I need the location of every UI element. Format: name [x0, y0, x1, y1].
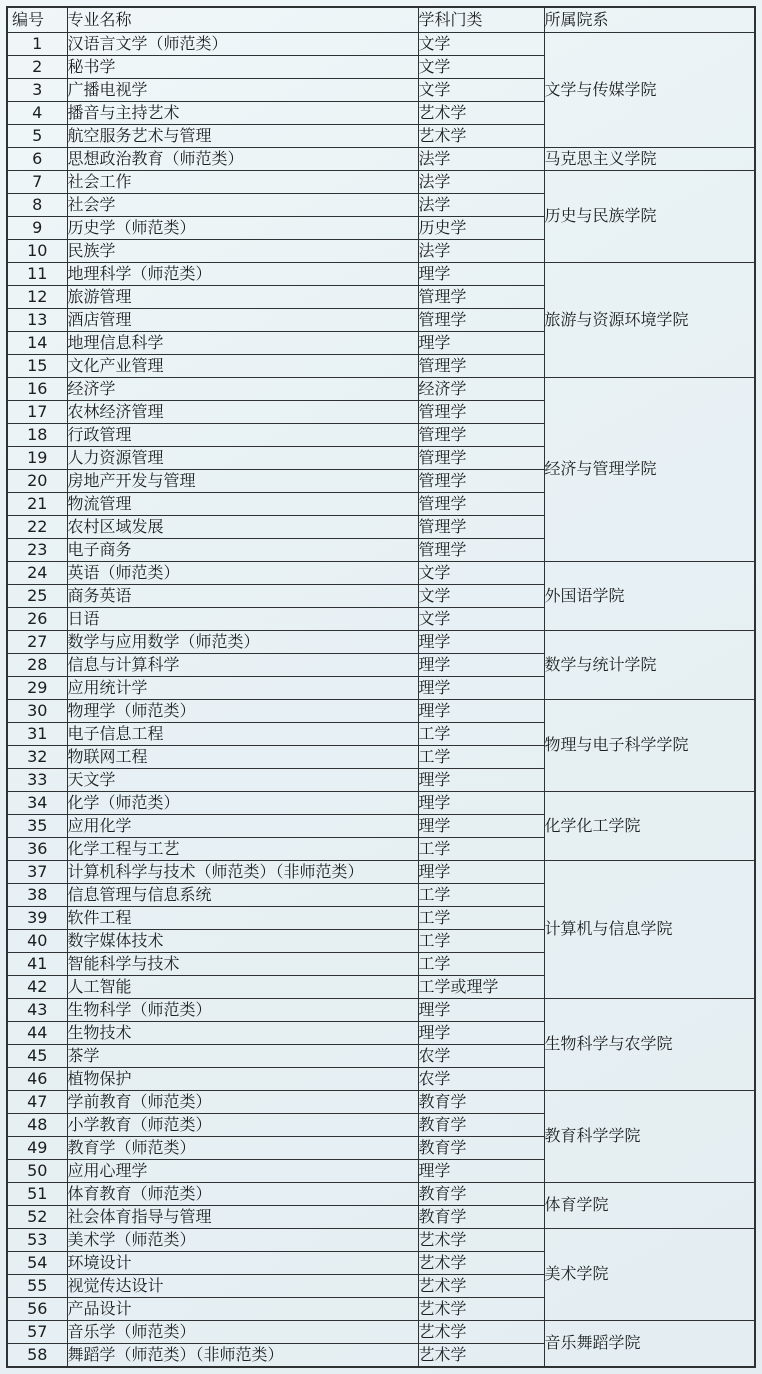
discipline-cell: 管理学 [418, 492, 544, 515]
discipline-cell: 理学 [418, 262, 544, 285]
major-name-cell: 秘书学 [67, 55, 418, 78]
col-header-discipline: 学科门类 [418, 7, 544, 32]
discipline-cell: 工学或理学 [418, 975, 544, 998]
discipline-cell: 艺术学 [418, 1320, 544, 1343]
row-number-cell: 16 [7, 377, 67, 400]
row-number-cell: 23 [7, 538, 67, 561]
row-number-cell: 13 [7, 308, 67, 331]
discipline-cell: 理学 [418, 1159, 544, 1182]
major-name-cell: 英语（师范类） [67, 561, 418, 584]
college-cell: 生物科学与农学院 [544, 998, 755, 1090]
row-number-cell: 48 [7, 1113, 67, 1136]
row-number-cell: 24 [7, 561, 67, 584]
row-number-cell: 54 [7, 1251, 67, 1274]
row-number-cell: 55 [7, 1274, 67, 1297]
major-name-cell: 化学工程与工艺 [67, 837, 418, 860]
table-row [7, 32, 755, 55]
discipline-cell: 理学 [418, 630, 544, 653]
discipline-cell: 理学 [418, 331, 544, 354]
discipline-cell: 经济学 [418, 377, 544, 400]
discipline-cell: 艺术学 [418, 1297, 544, 1320]
major-name-cell: 房地产开发与管理 [67, 469, 418, 492]
discipline-cell: 农学 [418, 1067, 544, 1090]
major-name-cell: 生物科学（师范类） [67, 998, 418, 1021]
majors-table-body [7, 32, 755, 1367]
discipline-cell: 法学 [418, 239, 544, 262]
row-number-cell: 53 [7, 1228, 67, 1251]
college-cell: 美术学院 [544, 1228, 755, 1320]
major-name-cell: 应用统计学 [67, 676, 418, 699]
discipline-cell: 理学 [418, 791, 544, 814]
college-cell: 外国语学院 [544, 561, 755, 630]
row-number-cell: 45 [7, 1044, 67, 1067]
row-number-cell: 5 [7, 124, 67, 147]
major-name-cell: 植物保护 [67, 1067, 418, 1090]
majors-table [6, 6, 756, 1368]
major-name-cell: 酒店管理 [67, 308, 418, 331]
major-name-cell: 地理信息科学 [67, 331, 418, 354]
major-name-cell: 社会体育指导与管理 [67, 1205, 418, 1228]
row-number-cell: 41 [7, 952, 67, 975]
table-row [7, 561, 755, 584]
table-row [7, 170, 755, 193]
row-number-cell: 15 [7, 354, 67, 377]
discipline-cell: 理学 [418, 1021, 544, 1044]
major-name-cell: 文化产业管理 [67, 354, 418, 377]
discipline-cell: 文学 [418, 607, 544, 630]
major-name-cell: 人工智能 [67, 975, 418, 998]
major-name-cell: 信息管理与信息系统 [67, 883, 418, 906]
table-row [7, 262, 755, 285]
college-cell: 物理与电子科学学院 [544, 699, 755, 791]
major-name-cell: 生物技术 [67, 1021, 418, 1044]
discipline-cell: 理学 [418, 676, 544, 699]
row-number-cell: 11 [7, 262, 67, 285]
major-name-cell: 美术学（师范类） [67, 1228, 418, 1251]
row-number-cell: 26 [7, 607, 67, 630]
college-cell: 音乐舞蹈学院 [544, 1320, 755, 1367]
major-name-cell: 音乐学（师范类） [67, 1320, 418, 1343]
major-name-cell: 天文学 [67, 768, 418, 791]
discipline-cell: 管理学 [418, 285, 544, 308]
row-number-cell: 18 [7, 423, 67, 446]
discipline-cell: 文学 [418, 55, 544, 78]
row-number-cell: 57 [7, 1320, 67, 1343]
discipline-cell: 艺术学 [418, 1274, 544, 1297]
row-number-cell: 31 [7, 722, 67, 745]
discipline-cell: 教育学 [418, 1205, 544, 1228]
row-number-cell: 56 [7, 1297, 67, 1320]
col-header-major-name: 专业名称 [67, 7, 418, 32]
discipline-cell: 农学 [418, 1044, 544, 1067]
discipline-cell: 文学 [418, 561, 544, 584]
table-row [7, 699, 755, 722]
row-number-cell: 28 [7, 653, 67, 676]
discipline-cell: 法学 [418, 193, 544, 216]
major-name-cell: 数字媒体技术 [67, 929, 418, 952]
discipline-cell: 教育学 [418, 1090, 544, 1113]
major-name-cell: 农村区域发展 [67, 515, 418, 538]
table-row [7, 1228, 755, 1251]
row-number-cell: 21 [7, 492, 67, 515]
header-row [7, 7, 755, 32]
major-name-cell: 日语 [67, 607, 418, 630]
table-row [7, 1182, 755, 1205]
discipline-cell: 艺术学 [418, 1251, 544, 1274]
row-number-cell: 22 [7, 515, 67, 538]
college-cell: 体育学院 [544, 1182, 755, 1228]
major-name-cell: 农林经济管理 [67, 400, 418, 423]
row-number-cell: 39 [7, 906, 67, 929]
major-name-cell: 软件工程 [67, 906, 418, 929]
row-number-cell: 19 [7, 446, 67, 469]
discipline-cell: 管理学 [418, 423, 544, 446]
row-number-cell: 2 [7, 55, 67, 78]
major-name-cell: 环境设计 [67, 1251, 418, 1274]
col-header-number: 编号 [7, 7, 67, 32]
row-number-cell: 7 [7, 170, 67, 193]
row-number-cell: 58 [7, 1343, 67, 1367]
major-name-cell: 化学（师范类） [67, 791, 418, 814]
row-number-cell: 14 [7, 331, 67, 354]
major-name-cell: 数学与应用数学（师范类） [67, 630, 418, 653]
row-number-cell: 6 [7, 147, 67, 170]
row-number-cell: 29 [7, 676, 67, 699]
discipline-cell: 教育学 [418, 1136, 544, 1159]
college-cell: 历史与民族学院 [544, 170, 755, 262]
discipline-cell: 文学 [418, 78, 544, 101]
row-number-cell: 44 [7, 1021, 67, 1044]
col-header-college: 所属院系 [544, 7, 755, 32]
major-name-cell: 视觉传达设计 [67, 1274, 418, 1297]
row-number-cell: 4 [7, 101, 67, 124]
major-name-cell: 舞蹈学（师范类）（非师范类） [67, 1343, 418, 1367]
row-number-cell: 47 [7, 1090, 67, 1113]
discipline-cell: 管理学 [418, 354, 544, 377]
major-name-cell: 物理学（师范类） [67, 699, 418, 722]
discipline-cell: 工学 [418, 722, 544, 745]
table-row [7, 860, 755, 883]
table-row [7, 377, 755, 400]
discipline-cell: 法学 [418, 170, 544, 193]
discipline-cell: 管理学 [418, 515, 544, 538]
major-name-cell: 计算机科学与技术（师范类）（非师范类） [67, 860, 418, 883]
major-name-cell: 学前教育（师范类） [67, 1090, 418, 1113]
college-cell: 数学与统计学院 [544, 630, 755, 699]
row-number-cell: 36 [7, 837, 67, 860]
college-cell: 计算机与信息学院 [544, 860, 755, 998]
major-name-cell: 物联网工程 [67, 745, 418, 768]
row-number-cell: 17 [7, 400, 67, 423]
discipline-cell: 教育学 [418, 1182, 544, 1205]
major-name-cell: 电子商务 [67, 538, 418, 561]
discipline-cell: 管理学 [418, 308, 544, 331]
discipline-cell: 工学 [418, 929, 544, 952]
college-cell: 旅游与资源环境学院 [544, 262, 755, 377]
row-number-cell: 3 [7, 78, 67, 101]
row-number-cell: 49 [7, 1136, 67, 1159]
discipline-cell: 理学 [418, 653, 544, 676]
college-cell: 文学与传媒学院 [544, 32, 755, 147]
row-number-cell: 35 [7, 814, 67, 837]
row-number-cell: 52 [7, 1205, 67, 1228]
row-number-cell: 42 [7, 975, 67, 998]
discipline-cell: 历史学 [418, 216, 544, 239]
discipline-cell: 工学 [418, 952, 544, 975]
major-name-cell: 航空服务艺术与管理 [67, 124, 418, 147]
major-name-cell: 应用心理学 [67, 1159, 418, 1182]
college-cell: 马克思主义学院 [544, 147, 755, 170]
row-number-cell: 9 [7, 216, 67, 239]
major-name-cell: 汉语言文学（师范类） [67, 32, 418, 55]
major-name-cell: 民族学 [67, 239, 418, 262]
row-number-cell: 40 [7, 929, 67, 952]
discipline-cell: 管理学 [418, 538, 544, 561]
major-name-cell: 思想政治教育（师范类） [67, 147, 418, 170]
row-number-cell: 38 [7, 883, 67, 906]
discipline-cell: 工学 [418, 837, 544, 860]
major-name-cell: 产品设计 [67, 1297, 418, 1320]
table-row [7, 998, 755, 1021]
discipline-cell: 工学 [418, 745, 544, 768]
discipline-cell: 理学 [418, 860, 544, 883]
major-name-cell: 小学教育（师范类） [67, 1113, 418, 1136]
discipline-cell: 艺术学 [418, 101, 544, 124]
row-number-cell: 51 [7, 1182, 67, 1205]
discipline-cell: 理学 [418, 768, 544, 791]
discipline-cell: 法学 [418, 147, 544, 170]
college-cell: 化学化工学院 [544, 791, 755, 860]
major-name-cell: 社会工作 [67, 170, 418, 193]
discipline-cell: 理学 [418, 699, 544, 722]
major-name-cell: 智能科学与技术 [67, 952, 418, 975]
major-name-cell: 播音与主持艺术 [67, 101, 418, 124]
discipline-cell: 管理学 [418, 469, 544, 492]
row-number-cell: 33 [7, 768, 67, 791]
table-row [7, 147, 755, 170]
row-number-cell: 30 [7, 699, 67, 722]
row-number-cell: 50 [7, 1159, 67, 1182]
major-name-cell: 教育学（师范类） [67, 1136, 418, 1159]
major-name-cell: 信息与计算科学 [67, 653, 418, 676]
major-name-cell: 应用化学 [67, 814, 418, 837]
row-number-cell: 20 [7, 469, 67, 492]
row-number-cell: 10 [7, 239, 67, 262]
discipline-cell: 教育学 [418, 1113, 544, 1136]
row-number-cell: 25 [7, 584, 67, 607]
discipline-cell: 管理学 [418, 400, 544, 423]
row-number-cell: 43 [7, 998, 67, 1021]
row-number-cell: 8 [7, 193, 67, 216]
major-name-cell: 历史学（师范类） [67, 216, 418, 239]
major-name-cell: 社会学 [67, 193, 418, 216]
major-name-cell: 经济学 [67, 377, 418, 400]
major-name-cell: 行政管理 [67, 423, 418, 446]
discipline-cell: 工学 [418, 906, 544, 929]
college-cell: 教育科学学院 [544, 1090, 755, 1182]
row-number-cell: 32 [7, 745, 67, 768]
row-number-cell: 46 [7, 1067, 67, 1090]
discipline-cell: 艺术学 [418, 1228, 544, 1251]
major-name-cell: 体育教育（师范类） [67, 1182, 418, 1205]
major-name-cell: 商务英语 [67, 584, 418, 607]
discipline-cell: 理学 [418, 998, 544, 1021]
table-row [7, 1090, 755, 1113]
row-number-cell: 12 [7, 285, 67, 308]
row-number-cell: 1 [7, 32, 67, 55]
row-number-cell: 37 [7, 860, 67, 883]
major-name-cell: 广播电视学 [67, 78, 418, 101]
discipline-cell: 文学 [418, 584, 544, 607]
college-cell: 经济与管理学院 [544, 377, 755, 561]
row-number-cell: 27 [7, 630, 67, 653]
discipline-cell: 文学 [418, 32, 544, 55]
row-number-cell: 34 [7, 791, 67, 814]
major-name-cell: 人力资源管理 [67, 446, 418, 469]
major-name-cell: 电子信息工程 [67, 722, 418, 745]
major-name-cell: 茶学 [67, 1044, 418, 1067]
table-row [7, 1320, 755, 1343]
table-row [7, 791, 755, 814]
major-name-cell: 地理科学（师范类） [67, 262, 418, 285]
discipline-cell: 工学 [418, 883, 544, 906]
discipline-cell: 理学 [418, 814, 544, 837]
discipline-cell: 艺术学 [418, 1343, 544, 1367]
discipline-cell: 管理学 [418, 446, 544, 469]
major-name-cell: 物流管理 [67, 492, 418, 515]
discipline-cell: 艺术学 [418, 124, 544, 147]
table-row [7, 630, 755, 653]
major-name-cell: 旅游管理 [67, 285, 418, 308]
